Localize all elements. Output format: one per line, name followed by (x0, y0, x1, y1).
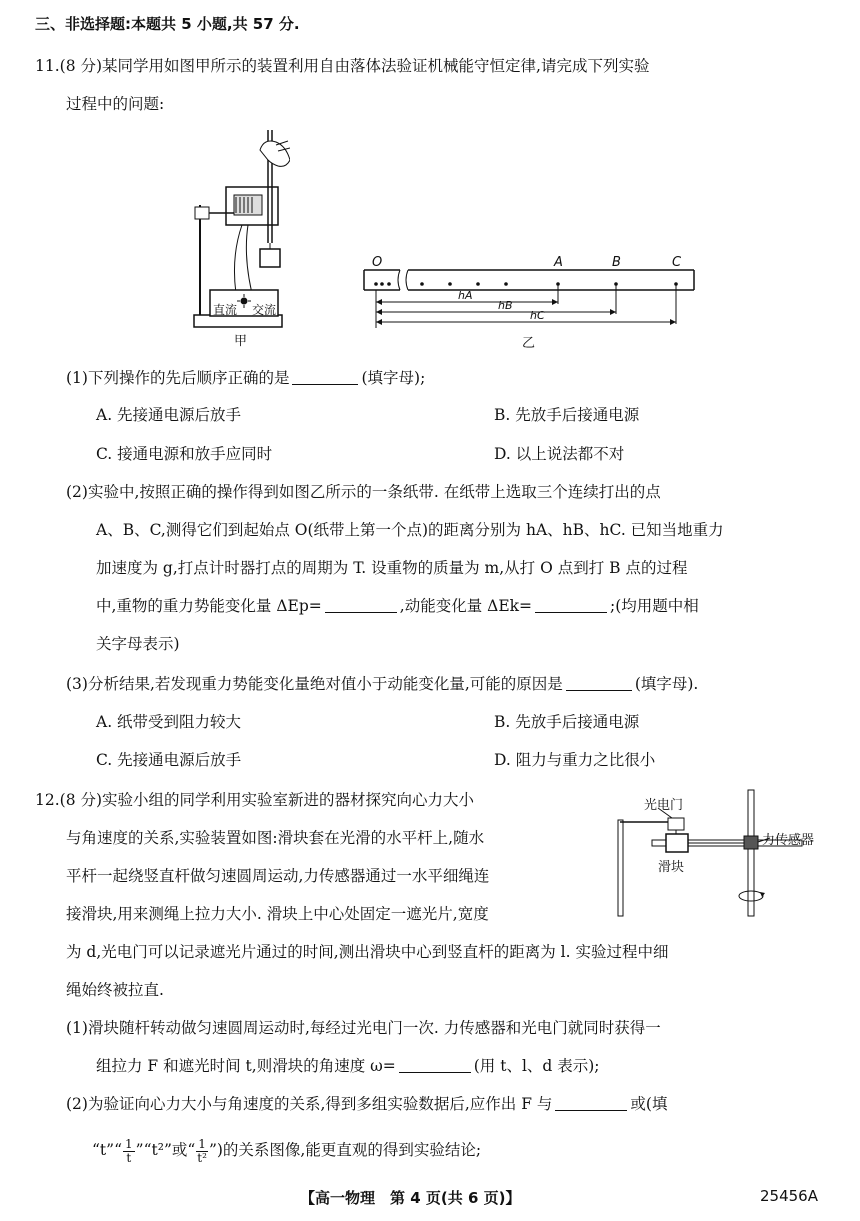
figure-jia (190, 125, 290, 350)
footer-page-info: 【高一物理 第 4 页(共 6 页)】 (300, 1189, 521, 1207)
q11-part2-line5: 关字母表示) (96, 635, 180, 653)
q12-line3: 平杆一起绕竖直杆做匀速圆周运动,力传感器通过一水平细绳连 (66, 867, 490, 885)
q12-part1-line2 (96, 1056, 600, 1076)
q12-line5: 为 d,光电门可以记录遮光片通过的时间,测出滑块中心到竖直杆的距离为 l. 实验过程中细 (66, 943, 669, 961)
rotating-rod-drawing (610, 786, 830, 921)
q11-part2-tail: ;(均用题中相 (610, 597, 699, 615)
paper-tape-drawing (360, 262, 700, 334)
point-a-label: A (554, 255, 563, 270)
q11-p3-option-a: A. 纸带受到阻力较大 (96, 713, 242, 731)
frac2-denominator: t² (197, 1150, 207, 1165)
q11-part2-ep-text: 中,重物的重力势能变化量 ΔEp= (96, 597, 322, 615)
q11-part2-line4 (96, 596, 699, 616)
q11-p3-option-d: D. 阻力与重力之比很小 (494, 751, 656, 769)
q12-part2-tail: 或(填 (630, 1095, 668, 1113)
q12-part1-tail: (用 t、l、d 表示); (473, 1057, 600, 1075)
q11-part3-suffix: (填字母). (634, 675, 699, 693)
q11-p1-option-c: C. 接通电源和放手应同时 (96, 445, 273, 463)
q11-p1-option-b: B. 先放手后接通电源 (494, 406, 640, 424)
q11-p3-option-c: C. 先接通电源后放手 (96, 751, 242, 769)
point-b-label: B (612, 255, 621, 270)
q12-line4: 接滑块,用来测绳上拉力大小. 滑块上中心处固定一遮光片,宽度 (66, 905, 489, 923)
answer-blank-omega[interactable] (399, 1058, 471, 1073)
q12-part1-omega-text: 组拉力 F 和遮光时间 t,则滑块的角速度 ω= (96, 1057, 396, 1075)
photogate-label: 光电门 (644, 798, 684, 813)
q12-part2-line2 (92, 1135, 481, 1165)
figure-jia-caption: 甲 (234, 334, 248, 349)
q12-part2-tail2: ”)的关系图像,能更直观的得到实验结论; (208, 1141, 482, 1159)
fraction-one-over-t-squared (196, 1138, 208, 1165)
fraction-one-over-t (123, 1138, 135, 1165)
q11-p1-option-d: D. 以上说法都不对 (494, 445, 625, 463)
dc-label: 直流 (213, 303, 238, 317)
answer-blank[interactable] (292, 370, 358, 385)
q12-line1: 12.(8 分)实验小组的同学利用实验室新进的器材探究向心力大小 (35, 791, 475, 809)
q11-p1-option-a: A. 先接通电源后放手 (96, 406, 242, 424)
q11-part3 (66, 674, 698, 694)
q12-part2-line1 (66, 1094, 667, 1114)
answer-blank-relation[interactable] (555, 1096, 627, 1111)
point-c-label: C (672, 255, 682, 270)
ha-label: hA (458, 289, 473, 302)
figure-q12 (610, 786, 830, 921)
section-title: 三、非选择题:本题共 5 小题,共 57 分. (35, 15, 300, 33)
q11-part1 (66, 368, 425, 388)
q11-part2-line1: (2)实验中,按照正确的操作得到如图乙所示的一条纸带. 在纸带上选取三个连续打出的点 (66, 483, 661, 501)
q11-part2-line3: 加速度为 g,打点计时器打点的周期为 T. 设重物的质量为 m,从打 O 点到打 B 点的过程 (96, 559, 688, 577)
q12-part2-opt-t2: ”“t²”或“ (135, 1141, 196, 1159)
q11-part2-ek-text: ,动能变化量 ΔEk= (399, 597, 533, 615)
q12-line2: 与角速度的关系,实验装置如图:滑块套在光滑的水平杆上,随水 (66, 829, 485, 847)
q12-part1-line1: (1)滑块随杆转动做匀速圆周运动时,每经过光电门一次. 力传感器和光电门就同时获得一 (66, 1019, 661, 1037)
q11-p3-option-b: B. 先放手后接通电源 (494, 713, 640, 731)
hc-label: hC (530, 309, 545, 322)
q11-part2-line2: A、B、C,测得它们到起始点 O(纸带上第一个点)的距离分别为 hA、hB、hC. 已知当地重力 (96, 521, 724, 539)
frac2-numerator: 1 (198, 1136, 206, 1151)
answer-blank-ep[interactable] (325, 598, 397, 613)
q11-part1-suffix: (填字母); (361, 369, 426, 387)
point-o-label: O (372, 255, 383, 270)
frac1-numerator: 1 (125, 1136, 133, 1151)
force-sensor-label: 力传感器 (762, 833, 815, 848)
answer-blank[interactable] (566, 676, 632, 691)
q11-part3-text: (3)分析结果,若发现重力势能变化量绝对值小于动能变化量,可能的原因是 (66, 675, 563, 693)
ac-label: 交流 (252, 303, 277, 317)
q12-part2-text: (2)为验证向心力大小与角速度的关系,得到多组实验数据后,应作出 F 与 (66, 1095, 553, 1113)
footer-code: 25456A (760, 1187, 818, 1205)
q11-stem-line1: 11.(8 分)某同学用如图甲所示的装置利用自由落体法验证机械能守恒定律,请完成下列实验 (35, 57, 650, 75)
q11-part1-text: (1)下列操作的先后顺序正确的是 (66, 369, 290, 387)
q12-line6: 绳始终被拉直. (66, 981, 164, 999)
q11-stem-line2: 过程中的问题: (66, 95, 165, 113)
answer-blank-ek[interactable] (535, 598, 607, 613)
figure-yi-caption: 乙 (522, 336, 536, 351)
hb-label: hB (498, 299, 513, 312)
slider-label: 滑块 (658, 860, 685, 875)
figure-yi (360, 255, 700, 352)
q12-part2-opt-t: “t”“ (92, 1141, 123, 1159)
frac1-denominator: t (126, 1150, 132, 1165)
